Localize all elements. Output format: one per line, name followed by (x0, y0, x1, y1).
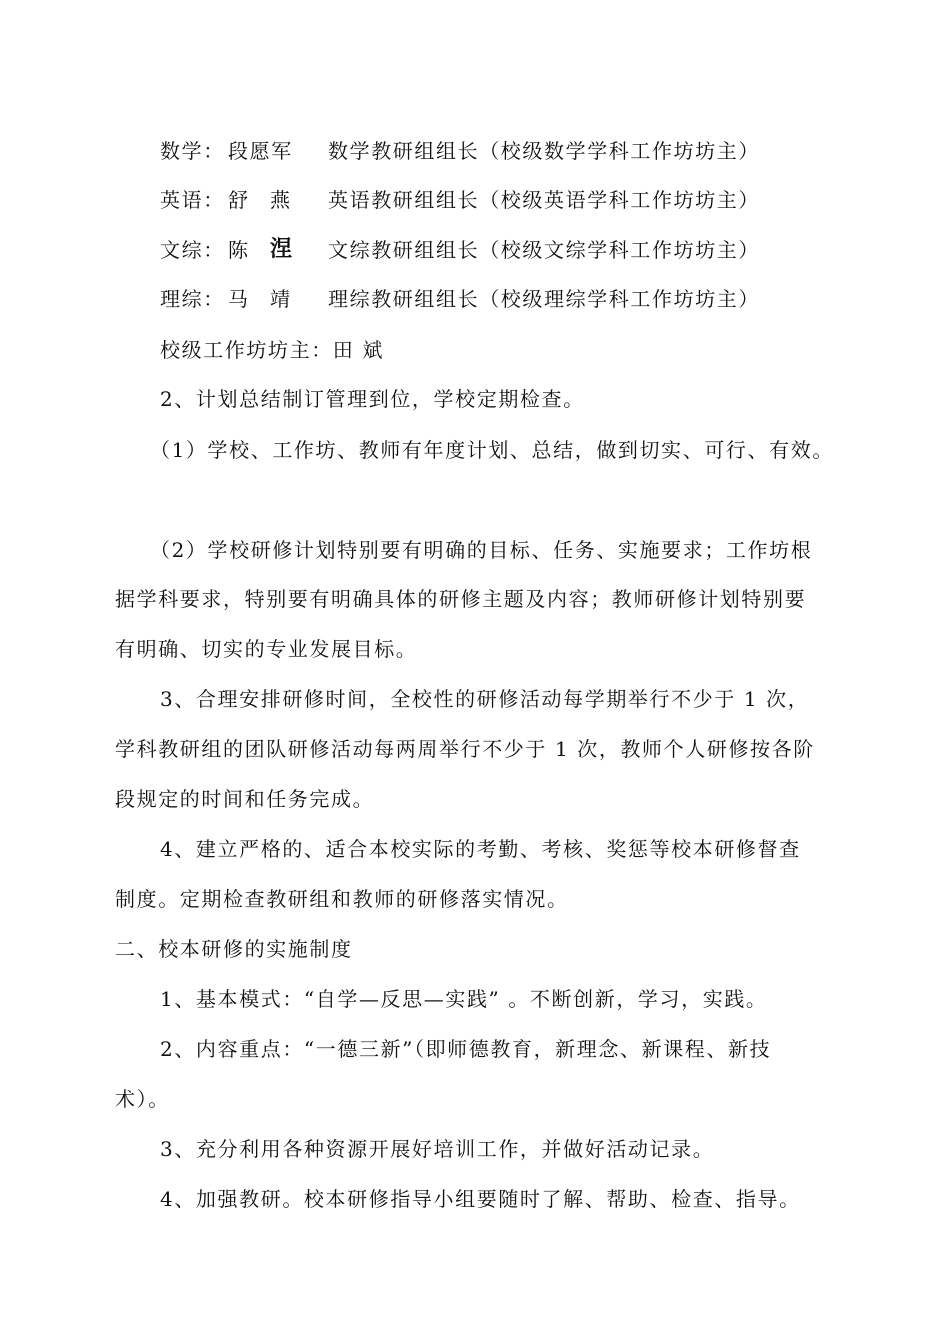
paragraph-line: （2）学校研修计划特别要有明确的目标、任务、实施要求；工作坊根 (150, 538, 813, 562)
school-workshop-host: 校级工作坊坊主：田 斌 (160, 338, 384, 362)
staff-role: 文综教研组组长（校级文综学科工作坊坊主） (328, 238, 760, 262)
paragraph-line: 4、建立严格的、适合本校实际的考勤、考核、奖惩等校本研修督查 (160, 837, 801, 861)
paragraph-line: 2、计划总结制订管理到位，学校定期检查。 (160, 387, 585, 411)
staff-name-second: 燕 (270, 188, 292, 212)
staff-role: 英语教研组组长（校级英语学科工作坊坊主） (328, 188, 760, 212)
staff-name: 段愿军 (228, 139, 293, 163)
staff-name-second: 涅 (270, 236, 294, 262)
staff-subject: 英语： (160, 188, 225, 212)
paragraph-line: 据学科要求，特别要有明确具体的研修主题及内容；教师研修计划特别要 (115, 587, 807, 611)
staff-subject: 文综： (160, 238, 225, 262)
staff-name-first: 陈 (228, 238, 250, 262)
staff-name-second: 靖 (270, 287, 292, 311)
staff-name-first: 舒 (228, 188, 250, 212)
paragraph-line: 3、充分利用各种资源开展好培训工作，并做好活动记录。 (160, 1137, 715, 1161)
staff-subject: 理综： (160, 287, 225, 311)
paragraph-line: 1、基本模式：“自学—反思—实践” 。不断创新，学习，实践。 (160, 987, 768, 1011)
staff-subject: 数学： (160, 139, 225, 163)
paragraph-line: 制度。定期检查教研组和教师的研修落实情况。 (115, 887, 569, 911)
paragraph-line: （1）学校、工作坊、教师有年度计划、总结，做到切实、可行、有效。 (150, 438, 834, 462)
paragraph-line: 术）。 (115, 1087, 170, 1111)
staff-role: 理综教研组组长（校级理综学科工作坊坊主） (328, 287, 760, 311)
paragraph-line: 4、加强教研。校本研修指导小组要随时了解、帮助、检查、指导。 (160, 1187, 801, 1211)
paragraph-line: 段规定的时间和任务完成。 (115, 787, 375, 811)
paragraph-line: 学科教研组的团队研修活动每两周举行不少于 1 次，教师个人研修按各阶 (115, 737, 815, 761)
paragraph-line: 3、合理安排研修时间，全校性的研修活动每学期举行不少于 1 次， (160, 687, 810, 711)
staff-role: 数学教研组组长（校级数学学科工作坊坊主） (328, 139, 760, 163)
paragraph-line: 有明确、切实的专业发展目标。 (115, 637, 418, 661)
section-heading: 二、校本研修的实施制度 (115, 937, 353, 961)
staff-name-first: 马 (228, 287, 250, 311)
paragraph-line: 2、内容重点：“一德三新”（即师德教育，新理念、新课程、新技 (160, 1037, 772, 1061)
